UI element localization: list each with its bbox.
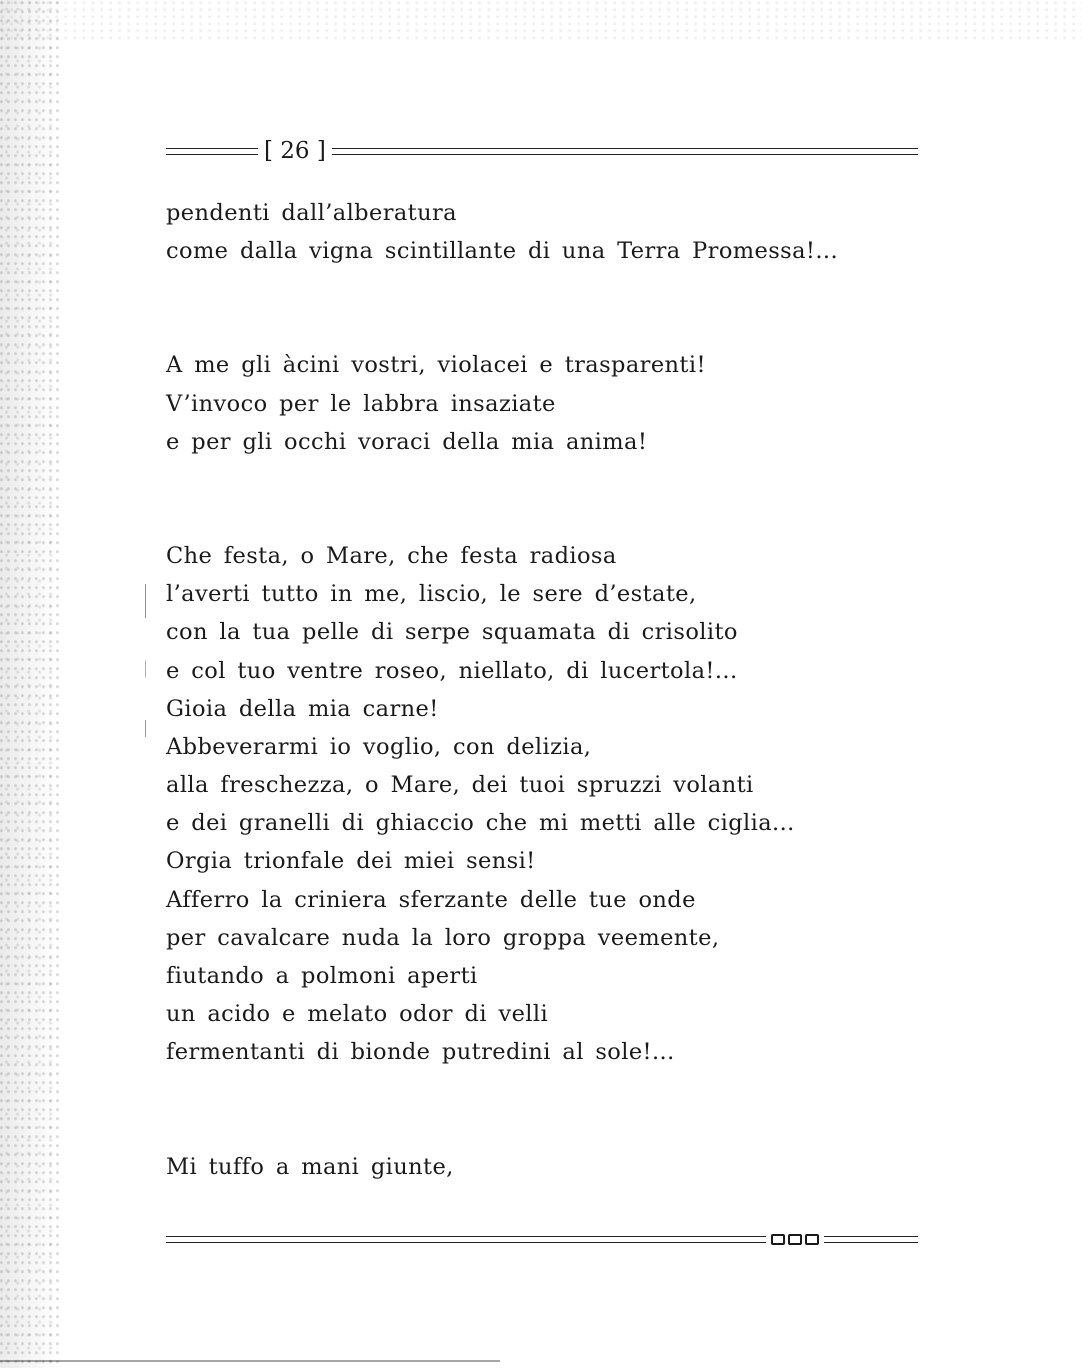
scan-top-noise (0, 0, 1082, 40)
verse-line: alla freschezza, o Mare, dei tuoi spruzzi volanti (166, 772, 754, 799)
stanza-4 (166, 1148, 926, 1186)
scan-bottom-line (0, 1360, 500, 1362)
verse-line: fiutando a polmoni aperti (166, 963, 478, 989)
scan-edge-noise (0, 0, 60, 1368)
verse-line: un acido e melato odor di velli (166, 1001, 549, 1028)
verse-line: Orgia trionfale dei miei sensi! (166, 848, 536, 875)
verse-line: l’averti tutto in me, liscio, le sere d’estate, (166, 581, 697, 608)
verse-line: pendenti dall’alberatura (166, 200, 457, 226)
page-header (166, 133, 918, 169)
verse-line: V’invoco per le labbra insaziate (166, 390, 556, 417)
stanza-2 (166, 346, 926, 461)
header-rule-left (166, 148, 258, 155)
margin-mark (145, 584, 146, 754)
verse-line: per cavalcare nuda la loro groppa veemente, (166, 924, 720, 951)
square-ornament-icon (766, 1234, 824, 1245)
verse-line: fermentanti di bionde putredini al sole!... (166, 1039, 675, 1066)
verse-line: Mi tuffo a mani giunte, (166, 1153, 454, 1180)
verse-line: e col tuo ventre roseo, niellato, di lucertola!... (166, 657, 738, 684)
page-footer (166, 1228, 918, 1250)
verse-line: come dalla vigna scintillante di una Terra Promessa!... (166, 238, 839, 265)
page-number: [ 26 ] (264, 137, 326, 164)
verse-line: Gioia della mia carne! (166, 695, 439, 722)
verse-line: e per gli occhi voraci della mia anima! (166, 428, 648, 455)
footer-rule-right (824, 1236, 918, 1243)
verse-line: con la tua pelle di serpe squamata di crisolito (166, 619, 738, 646)
stanza-3 (166, 537, 926, 1072)
verse-line: A me gli àcini vostri, violacei e trasparenti! (166, 352, 706, 379)
footer-rule-left (166, 1236, 766, 1243)
header-rule-right (332, 148, 918, 155)
verse-line: e dei granelli di ghiaccio che mi metti alle ciglia... (166, 810, 795, 837)
verse-line: Afferro la criniera sferzante delle tue onde (166, 886, 696, 913)
poem-text (166, 194, 926, 1186)
verse-line: Che festa, o Mare, che festa radiosa (166, 542, 617, 569)
verse-line: Abbeverarmi io voglio, con delizia, (166, 733, 592, 760)
stanza-1 (166, 194, 926, 270)
